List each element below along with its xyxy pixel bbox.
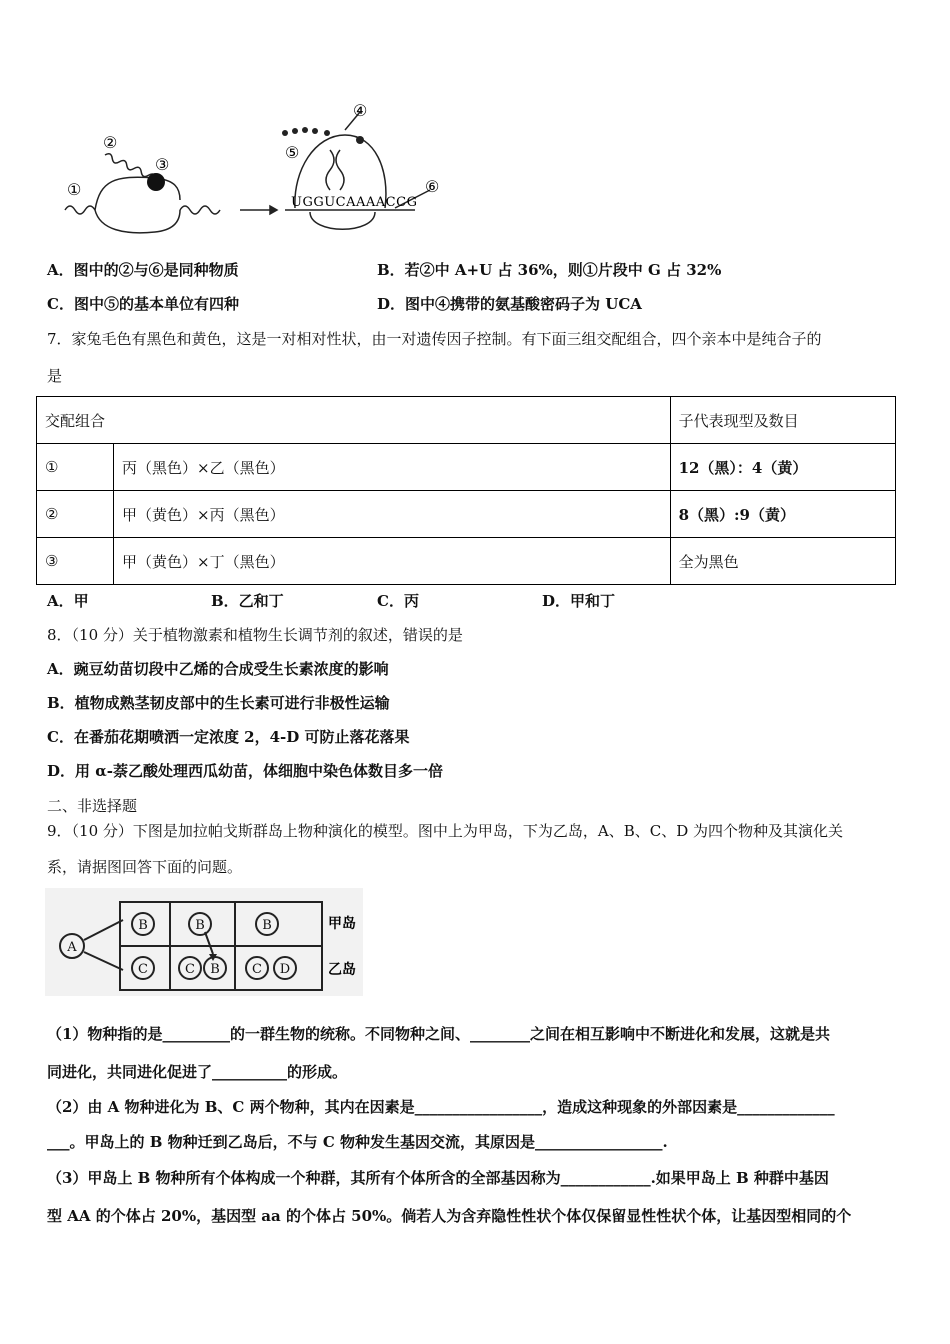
species-c: C (185, 962, 195, 977)
label-6: ⑥ (425, 177, 440, 196)
label-1: ① (67, 180, 82, 199)
species-b: B (262, 918, 272, 933)
q9-stem: 9．（10 分）下图是加拉帕戈斯群岛上物种演化的模型。图中上为甲岛，下为乙岛，A、B、C、D 为四个物种及其演化关 (47, 822, 844, 840)
q7-stem: 7．家兔毛色有黑色和黄色，这是一对相对性状，由一对遗传因子控制。有下面三组交配组合，四个亲本中是纯合子的 (47, 330, 822, 348)
q6-option-a[interactable]: A．图中的②与⑥是同种物质 (47, 261, 239, 279)
row-number: ② (37, 491, 114, 538)
q7-option-b[interactable]: B．乙和丁 (211, 592, 284, 610)
q9-sub1-cont: 同进化，共同进化促进了__________的形成。 (47, 1063, 348, 1081)
species-c: C (138, 962, 148, 977)
table-row (37, 491, 896, 538)
table-header-right: 子代表现型及数目 (670, 397, 895, 444)
q7-option-c[interactable]: C．丙 (377, 592, 419, 610)
table-row (37, 444, 896, 491)
species-a: A (67, 940, 77, 955)
q7-stem-cont: 是 (47, 367, 63, 385)
table-row (37, 538, 896, 585)
species-b: B (210, 962, 220, 977)
island-evolution-figure (45, 888, 363, 996)
q9-sub3-cont: 型 AA 的个体占 20%，基因型 aa 的个体占 50%。倘若人为含弃隐性性状个体仅保留显性性状个体，让基因型相同的个 (47, 1207, 852, 1225)
label-3: ③ (155, 155, 170, 174)
q8-stem: 8．（10 分）关于植物激素和植物生长调节剂的叙述，错误的是 (47, 626, 463, 644)
protein-synthesis-figure (55, 100, 455, 250)
q9-sub3: （3）甲岛上 B 物种所有个体构成一个种群，其所有个体所含的全部基因称为____________.如果甲岛上 B 种群中基因 (47, 1169, 829, 1187)
row-result: 8（黑）:9（黄） (670, 491, 895, 538)
q7-option-a[interactable]: A．甲 (47, 592, 89, 610)
row-number: ① (37, 444, 114, 491)
island-bottom-label: 乙岛 (328, 962, 356, 978)
section-heading: 二、非选择题 (47, 797, 138, 815)
row-cross: 丙（黑色）×乙（黑色） (114, 444, 671, 491)
table-header-row (37, 397, 896, 444)
cross-table (36, 396, 896, 585)
species-d: D (279, 962, 291, 977)
q9-sub2: （2）由 A 物种进化为 B、C 两个物种，其内在因素是_________________，造成这种现象的外部因素是_____________ (47, 1098, 835, 1116)
row-result: 全为黑色 (670, 538, 895, 585)
species-b: B (195, 918, 205, 933)
rna-polymerase-icon (147, 173, 165, 191)
species-c: C (252, 962, 262, 977)
mrna-sequence: UGGUCAAAACCG (291, 195, 418, 210)
q7-option-d[interactable]: D．甲和丁 (542, 592, 616, 610)
island-top-label: 甲岛 (328, 916, 356, 932)
label-2: ② (103, 133, 118, 152)
row-cross: 甲（黄色）×丁（黑色） (114, 538, 671, 585)
table-header-left: 交配组合 (37, 397, 671, 444)
row-cross: 甲（黄色）×丙（黑色） (114, 491, 671, 538)
row-number: ③ (37, 538, 114, 585)
q8-option-c[interactable]: C．在番茄花期喷洒一定浓度 2，4-D 可防止落花落果 (47, 728, 410, 746)
q8-option-b[interactable]: B．植物成熟茎韧皮部中的生长素可进行非极性运输 (47, 694, 390, 712)
label-4: ④ (353, 101, 368, 120)
q9-sub2-cont: ___。甲岛上的 B 物种迁到乙岛后，不与 C 物种发生基因交流，其原因是_________________. (47, 1133, 668, 1151)
q9-sub1: （1）物种指的是_________的一群生物的统称。不同物种之间、________之间在相互影响中不断进化和发展，这就是共 (47, 1025, 830, 1043)
row-result: 12（黑）：4（黄） (670, 444, 895, 491)
q8-option-d[interactable]: D．用 α-萘乙酸处理西瓜幼苗，体细胞中染色体数目多一倍 (47, 762, 444, 780)
q6-option-c[interactable]: C．图中⑤的基本单位有四种 (47, 295, 239, 313)
species-b: B (138, 918, 148, 933)
q8-option-a[interactable]: A．豌豆幼苗切段中乙烯的合成受生长素浓度的影响 (47, 660, 389, 678)
q9-stem-cont: 系，请据图回答下面的问题。 (47, 858, 243, 876)
q6-option-d[interactable]: D．图中④携带的氨基酸密码子为 UCA (377, 295, 642, 313)
label-5: ⑤ (285, 143, 300, 162)
q6-option-b[interactable]: B．若②中 A+U 占 36%，则①片段中 G 占 32% (377, 261, 722, 279)
